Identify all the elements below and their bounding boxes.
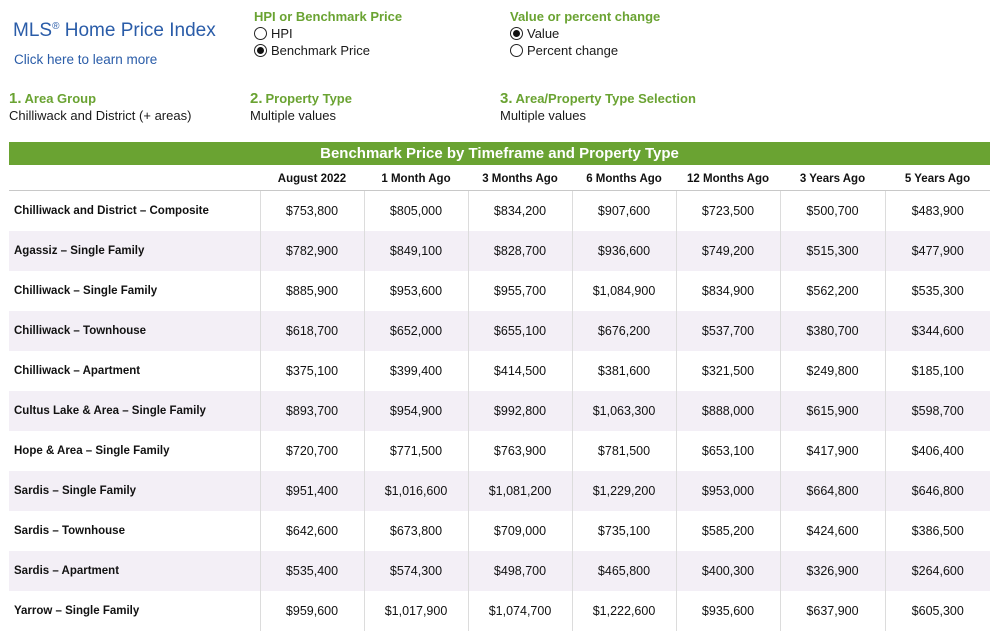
column-header: 5 Years Ago — [885, 168, 990, 191]
price-cell: $653,100 — [676, 431, 780, 471]
price-cell: $763,900 — [468, 431, 572, 471]
table-row — [9, 511, 990, 551]
table-banner: Benchmark Price by Timeframe and Property Type — [9, 142, 990, 165]
price-cell: $424,600 — [780, 511, 885, 551]
price-cell: $585,200 — [676, 511, 780, 551]
price-cell: $1,074,700 — [468, 591, 572, 631]
price-cell: $574,300 — [364, 551, 468, 591]
radio-benchmark-price[interactable] — [254, 42, 402, 59]
price-cell: $264,600 — [885, 551, 990, 591]
table-row — [9, 391, 990, 431]
radio-icon[interactable] — [254, 27, 267, 40]
price-cell: $406,400 — [885, 431, 990, 471]
price-cell: $399,400 — [364, 351, 468, 391]
column-header: August 2022 — [260, 168, 364, 191]
radio-icon[interactable] — [510, 44, 523, 57]
price-cell: $834,200 — [468, 191, 572, 232]
area-group-dropdown[interactable]: Chilliwack and District (+ areas) — [9, 108, 191, 123]
price-cell: $735,100 — [572, 511, 676, 551]
price-cell: $498,700 — [468, 551, 572, 591]
filter-title — [250, 90, 352, 107]
value-percent-title: Value or percent change — [510, 9, 660, 24]
price-cell: $477,900 — [885, 231, 990, 271]
price-cell: $828,700 — [468, 231, 572, 271]
radio-percent-change[interactable] — [510, 42, 660, 59]
price-cell: $676,200 — [572, 311, 676, 351]
price-cell: $673,800 — [364, 511, 468, 551]
radio-value[interactable] — [510, 25, 660, 42]
area-property-selection-dropdown[interactable]: Multiple values — [500, 108, 696, 123]
table-header-row — [9, 168, 990, 191]
price-cell: $709,000 — [468, 511, 572, 551]
price-cell: $1,222,600 — [572, 591, 676, 631]
price-cell: $537,700 — [676, 311, 780, 351]
price-cell: $805,000 — [364, 191, 468, 232]
filter-property-type — [250, 90, 352, 123]
radio-selected-icon[interactable] — [510, 27, 523, 40]
price-cell: $646,800 — [885, 471, 990, 511]
price-cell: $992,800 — [468, 391, 572, 431]
row-label: Sardis – Single Family — [9, 471, 260, 511]
price-cell: $951,400 — [260, 471, 364, 511]
radio-selected-icon[interactable] — [254, 44, 267, 57]
price-cell: $955,700 — [468, 271, 572, 311]
price-cell: $500,700 — [780, 191, 885, 232]
learn-more-link[interactable]: Click here to learn more — [14, 52, 157, 67]
price-cell: $465,800 — [572, 551, 676, 591]
price-cell: $344,600 — [885, 311, 990, 351]
price-cell: $893,700 — [260, 391, 364, 431]
price-cell: $562,200 — [780, 271, 885, 311]
table-row — [9, 271, 990, 311]
row-label: Cultus Lake & Area – Single Family — [9, 391, 260, 431]
price-cell: $907,600 — [572, 191, 676, 232]
column-header: 3 Years Ago — [780, 168, 885, 191]
column-header: 12 Months Ago — [676, 168, 780, 191]
price-cell: $615,900 — [780, 391, 885, 431]
filter-title-text: Area/Property Type Selection — [516, 91, 696, 106]
row-label: Hope & Area – Single Family — [9, 431, 260, 471]
filter-number: 1. — [9, 90, 22, 107]
row-label: Sardis – Apartment — [9, 551, 260, 591]
price-cell: $959,600 — [260, 591, 364, 631]
price-cell: $936,600 — [572, 231, 676, 271]
row-label: Chilliwack and District – Composite — [9, 191, 260, 232]
price-cell: $954,900 — [364, 391, 468, 431]
registered-mark: ® — [52, 21, 59, 32]
price-cell: $771,500 — [364, 431, 468, 471]
price-cell: $417,900 — [780, 431, 885, 471]
radio-label: Percent change — [527, 43, 618, 58]
price-cell: $652,000 — [364, 311, 468, 351]
column-header: 3 Months Ago — [468, 168, 572, 191]
filter-area-property-selection — [500, 90, 696, 123]
price-cell: $935,600 — [676, 591, 780, 631]
table-row — [9, 231, 990, 271]
price-cell: $1,063,300 — [572, 391, 676, 431]
table-row — [9, 431, 990, 471]
filter-area-group — [9, 90, 191, 123]
radio-label: Value — [527, 26, 559, 41]
value-percent-toggle — [510, 9, 660, 59]
table-body — [9, 191, 990, 631]
price-cell: $655,100 — [468, 311, 572, 351]
property-type-dropdown[interactable]: Multiple values — [250, 108, 352, 123]
price-cell: $953,000 — [676, 471, 780, 511]
hpi-benchmark-title: HPI or Benchmark Price — [254, 9, 402, 24]
price-cell: $375,100 — [260, 351, 364, 391]
column-header-blank — [9, 168, 260, 191]
price-cell: $535,300 — [885, 271, 990, 311]
price-cell: $1,016,600 — [364, 471, 468, 511]
price-cell: $849,100 — [364, 231, 468, 271]
price-cell: $483,900 — [885, 191, 990, 232]
price-cell: $1,229,200 — [572, 471, 676, 511]
price-cell: $637,900 — [780, 591, 885, 631]
filter-title — [9, 90, 191, 107]
price-cell: $749,200 — [676, 231, 780, 271]
row-label: Chilliwack – Apartment — [9, 351, 260, 391]
price-cell: $535,400 — [260, 551, 364, 591]
row-label: Chilliwack – Single Family — [9, 271, 260, 311]
price-cell: $1,084,900 — [572, 271, 676, 311]
price-cell: $664,800 — [780, 471, 885, 511]
page-title — [13, 20, 216, 42]
title-rest: Home Price Index — [59, 20, 215, 41]
price-cell: $598,700 — [885, 391, 990, 431]
price-cell: $885,900 — [260, 271, 364, 311]
price-cell: $185,100 — [885, 351, 990, 391]
price-cell: $321,500 — [676, 351, 780, 391]
radio-hpi[interactable] — [254, 25, 402, 42]
price-cell: $605,300 — [885, 591, 990, 631]
radio-label: HPI — [271, 26, 293, 41]
filter-title-text: Area Group — [25, 91, 97, 106]
filter-title-text: Property Type — [266, 91, 352, 106]
price-cell: $380,700 — [780, 311, 885, 351]
filter-title — [500, 90, 696, 107]
table-row — [9, 551, 990, 591]
filter-number: 3. — [500, 90, 513, 107]
price-cell: $515,300 — [780, 231, 885, 271]
row-label: Agassiz – Single Family — [9, 231, 260, 271]
price-cell: $753,800 — [260, 191, 364, 232]
price-cell: $381,600 — [572, 351, 676, 391]
table-row — [9, 471, 990, 511]
price-cell: $618,700 — [260, 311, 364, 351]
price-cell: $1,017,900 — [364, 591, 468, 631]
price-cell: $414,500 — [468, 351, 572, 391]
benchmark-price-table — [9, 168, 990, 631]
price-cell: $720,700 — [260, 431, 364, 471]
price-cell: $400,300 — [676, 551, 780, 591]
price-cell: $888,000 — [676, 391, 780, 431]
title-main: MLS — [13, 20, 52, 41]
price-cell: $249,800 — [780, 351, 885, 391]
table-row — [9, 591, 990, 631]
price-cell: $386,500 — [885, 511, 990, 551]
price-cell: $782,900 — [260, 231, 364, 271]
column-header: 1 Month Ago — [364, 168, 468, 191]
price-cell: $953,600 — [364, 271, 468, 311]
radio-label: Benchmark Price — [271, 43, 370, 58]
price-cell: $834,900 — [676, 271, 780, 311]
row-label: Chilliwack – Townhouse — [9, 311, 260, 351]
price-cell: $326,900 — [780, 551, 885, 591]
row-label: Yarrow – Single Family — [9, 591, 260, 631]
price-cell: $723,500 — [676, 191, 780, 232]
price-cell: $642,600 — [260, 511, 364, 551]
price-cell: $1,081,200 — [468, 471, 572, 511]
row-label: Sardis – Townhouse — [9, 511, 260, 551]
filter-number: 2. — [250, 90, 263, 107]
table-row — [9, 311, 990, 351]
hpi-benchmark-toggle — [254, 9, 402, 59]
column-header: 6 Months Ago — [572, 168, 676, 191]
table-row — [9, 351, 990, 391]
table-row — [9, 191, 990, 232]
price-cell: $781,500 — [572, 431, 676, 471]
